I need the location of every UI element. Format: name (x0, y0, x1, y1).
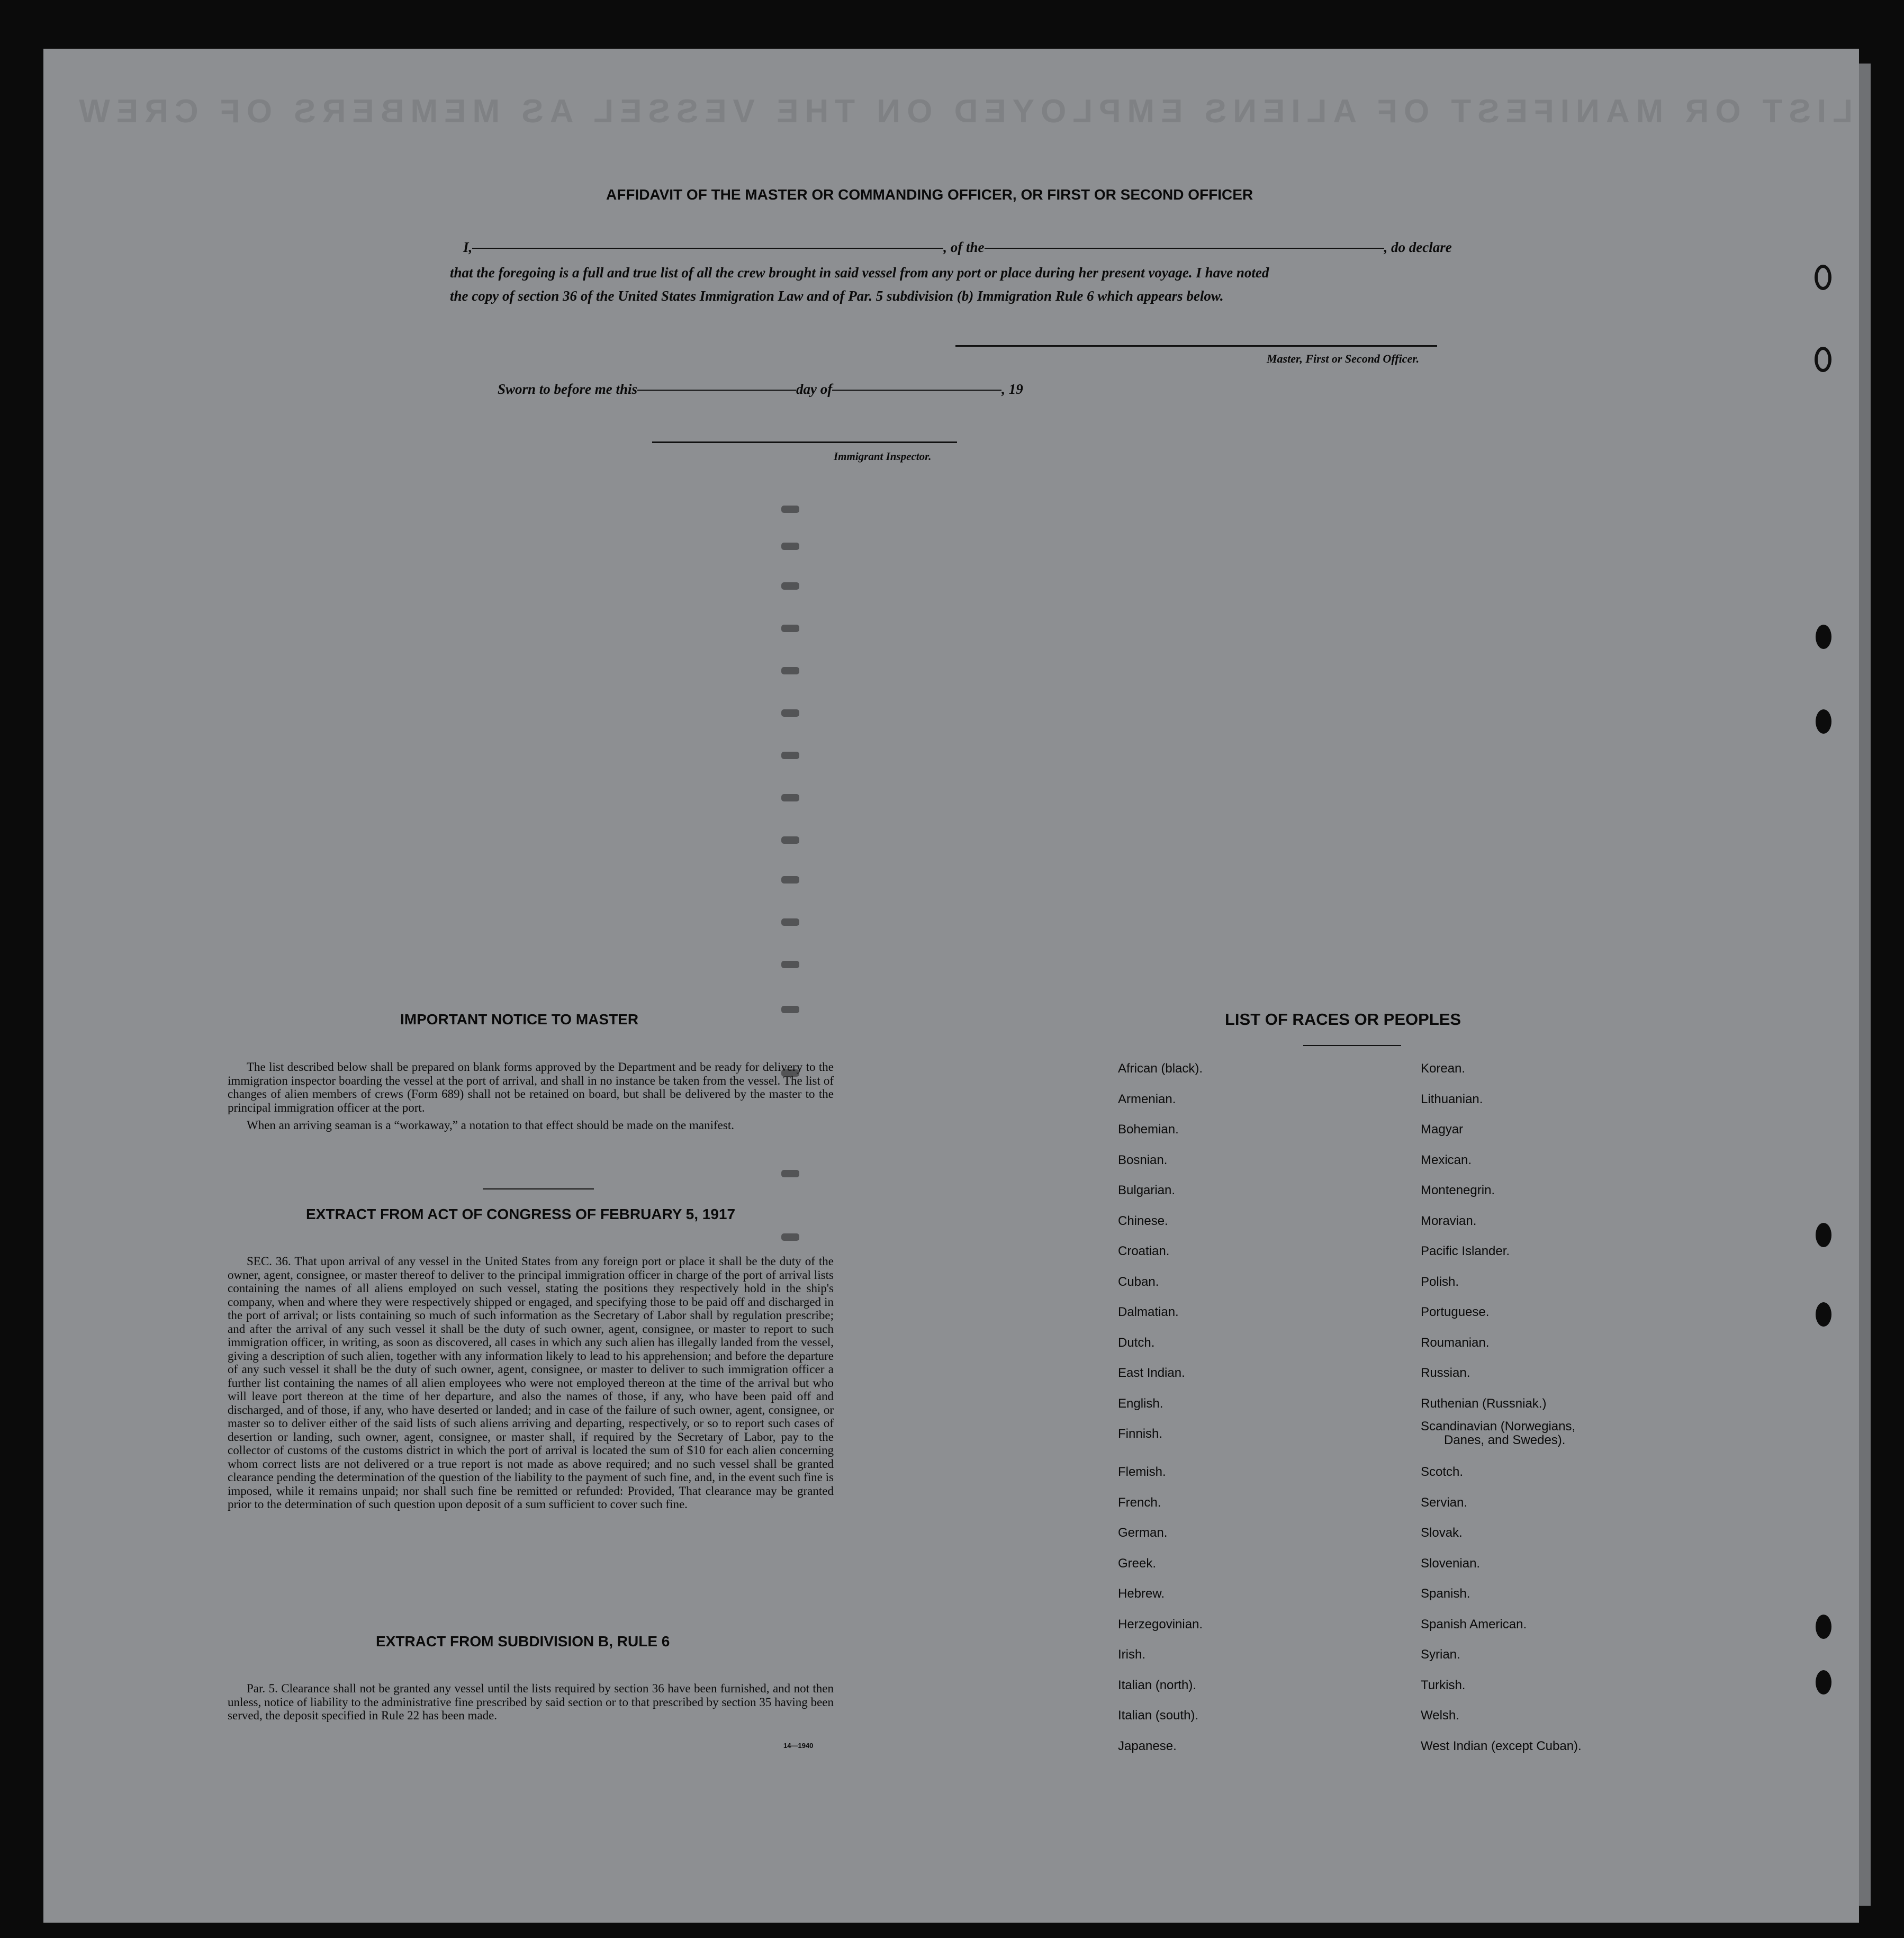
race-item: German. (1118, 1526, 1168, 1540)
race-item: Lithuanian. (1421, 1092, 1483, 1106)
divider (483, 1188, 594, 1189)
race-item: Slovak. (1421, 1526, 1463, 1540)
race-item: Spanish. (1421, 1587, 1470, 1601)
race-item: Dalmatian. (1118, 1305, 1179, 1319)
race-item: Croatian. (1118, 1244, 1170, 1258)
race-item: Italian (south). (1118, 1708, 1199, 1723)
binder-hole (1816, 1615, 1831, 1639)
rule-extract-body (228, 1682, 834, 1723)
vessel-name-field[interactable] (985, 248, 1384, 249)
binder-hole (1816, 709, 1831, 734)
race-item: Scandinavian (Norwegians, Danes, and Swedes). (1421, 1419, 1576, 1447)
race-item: Turkish. (1421, 1678, 1466, 1692)
race-item: Hebrew. (1118, 1587, 1165, 1601)
race-item: Moravian. (1421, 1213, 1477, 1228)
race-item: Greek. (1118, 1556, 1157, 1571)
race-item: French. (1118, 1495, 1161, 1510)
affidavit-of-the: , of the (943, 239, 985, 255)
races-title: LIST OF RACES OR PEOPLES (1225, 1010, 1461, 1029)
rule-extract-title: EXTRACT FROM SUBDIVISION B, RULE 6 (376, 1633, 670, 1649)
race-item: Spanish American. (1421, 1617, 1527, 1631)
race-item: Bohemian. (1118, 1122, 1179, 1137)
race-item: Ruthenian (Russniak.) (1421, 1396, 1547, 1411)
binder-hole (1816, 625, 1831, 649)
notice-paragraph-1: The list described below shall be prepared on blank forms approved by the Department and be ready for delivery to the immigration inspector boarding the vessel at the port of arrival, and shall in no instance be taken from the vessel. The list of changes of alien members of crews (Form 689) shall not be retained on board, but shall be delivered by the master to the principal immigration officer at the port. (228, 1060, 834, 1114)
race-item: Roumanian. (1421, 1335, 1490, 1350)
inspector-signature-line[interactable] (652, 441, 957, 443)
master-name-field[interactable] (472, 248, 943, 249)
bleed-through-title: LIST OR MANIFEST OF ALIENS EMPLOYED ON THE VESSEL AS MEMBERS OF CREW (73, 93, 1853, 130)
race-item: Russian. (1421, 1366, 1470, 1380)
race-item: Dutch. (1118, 1335, 1155, 1350)
race-item: Servian. (1421, 1495, 1468, 1510)
binder-hole (1816, 1302, 1831, 1327)
affidavit-line-3: the copy of section 36 of the United States Immigration Law and of Par. 5 subdivision (b) Immigration Rule 6 which appears below. (450, 288, 1224, 304)
notice-title: IMPORTANT NOTICE TO MASTER (400, 1011, 639, 1027)
race-item: Korean. (1421, 1061, 1466, 1076)
race-item: Polish. (1421, 1274, 1459, 1289)
race-item: Japanese. (1118, 1738, 1177, 1753)
sworn-day-field[interactable] (637, 390, 796, 391)
sworn-month-field[interactable] (832, 390, 1001, 391)
form-code: 14—1940 (783, 1742, 814, 1750)
affidavit-line-2: that the foregoing is a full and true list of all the crew brought in said vessel from any port or place during her present voyage. I have noted (450, 265, 1269, 281)
race-item: Syrian. (1421, 1647, 1460, 1662)
race-item: Herzegovinian. (1118, 1617, 1203, 1631)
act-extract-body (228, 1255, 834, 1511)
race-item: African (black). (1118, 1061, 1203, 1076)
race-item: East Indian. (1118, 1366, 1185, 1380)
race-item: Portuguese. (1421, 1305, 1490, 1319)
binder-hole (1816, 1223, 1831, 1247)
race-item: Montenegrin. (1421, 1183, 1495, 1197)
race-item: Bulgarian. (1118, 1183, 1176, 1197)
sworn-year: , 19 (1001, 381, 1023, 397)
affidavit-title: AFFIDAVIT OF THE MASTER OR COMMANDING OFFICER, OR FIRST OR SECOND OFFICER (606, 186, 1253, 203)
race-item: Mexican. (1421, 1152, 1472, 1167)
race-item: Scotch. (1421, 1465, 1464, 1479)
notice-body (228, 1060, 834, 1132)
inspector-label: Immigrant Inspector. (834, 450, 932, 463)
race-item: Cuban. (1118, 1274, 1159, 1289)
race-item: Welsh. (1421, 1708, 1459, 1723)
manifest-page (43, 49, 1859, 1923)
race-item: Magyar (1421, 1122, 1464, 1137)
race-item: Chinese. (1118, 1213, 1168, 1228)
race-item: Bosnian. (1118, 1152, 1168, 1167)
race-item: Flemish. (1118, 1465, 1166, 1479)
race-item: West Indian (except Cuban). (1421, 1738, 1582, 1753)
binder-hole (1816, 1670, 1831, 1694)
page-edge (1859, 64, 1871, 1906)
binder-hole (1815, 265, 1831, 290)
signature-line[interactable] (955, 345, 1437, 347)
affidavit-i: I, (463, 239, 473, 255)
act-extract-title: EXTRACT FROM ACT OF CONGRESS OF FEBRUARY 5, 1917 (306, 1206, 736, 1222)
rule-paragraph: Par. 5. Clearance shall not be granted any vessel until the lists required by section 36 have been furnished, and not then unless, notice of liability to the administrative fine prescribed by said section or to that prescribed by section 35 having been served, the deposit specified in Rule 22 has been made. (228, 1682, 834, 1722)
race-item: Irish. (1118, 1647, 1146, 1662)
race-item: Slovenian. (1421, 1556, 1481, 1571)
race-item: Italian (north). (1118, 1678, 1197, 1692)
sworn-day-of: day of (796, 381, 833, 397)
sworn-line (498, 381, 1023, 398)
act-section-36: SEC. 36. That upon arrival of any vessel in the United States from any foreign port or place it shall be the duty of the owner, agent, consignee, or master thereof to deliver to the principal immigration officer in charge of the port of arrival lists containing the names of all aliens employed on such vessel, stating the positions they respectively hold in the ship's company, when and where they were respectively shipped or engaged, and specifying those to be paid off and discharged in the port of arrival; or lists containing so much of such information as the Secretary of Labor shall by regulation prescribe; and after the arrival of any such vessel it shall be the duty of such owner, agent, consignee, or master to report to such immigration officer, in writing, as soon as discovered, all cases in which any such alien has illegally landed from the vessel, giving a description of such alien, together with any information likely to lead to his apprehension; and before the departure of any such vessel it shall be the duty of such owner, agent, consignee, or master to deliver to such immigration officer a further list containing the names of all alien employees who were not employed thereon at the time of the arrival but who will leave port thereon at the time of her departure, and also the names of those, if any, who have been paid off and discharged, and of those, if any, who have deserted or landed; and in case of the failure of such owner, agent, consignee, or master so to deliver either of the said lists of such aliens arriving and departing, respectively, or so to report such cases of desertion or landing, such owner, agent, consignee, or master shall, if required by the Secretary of Labor, pay to the collector of customs of the customs district in which the port of arrival is located the sum of $10 for each alien concerning whom correct lists are not delivered or a true report is not made as above required; and no such vessel shall be granted clearance pending the determination of the question of the liability to the payment of such fine, and, in the event such fine is imposed, while it remains unpaid; nor shall such fine be remitted or refunded: Provided, That clearance may be granted prior to the determination of such question upon deposit of a sum sufficient to cover such fine. (228, 1255, 834, 1511)
race-item: Pacific Islander. (1421, 1244, 1510, 1258)
race-item: English. (1118, 1396, 1163, 1411)
race-item: Armenian. (1118, 1092, 1176, 1106)
notice-paragraph-2: When an arriving seaman is a “workaway,” a notation to that effect should be made on the manifest. (247, 1119, 734, 1132)
signature-label: Master, First or Second Officer. (1267, 352, 1420, 365)
divider (1303, 1045, 1401, 1046)
binder-hole (1815, 347, 1831, 372)
affidavit-do-declare: , do declare (1384, 239, 1452, 255)
race-item: Finnish. (1118, 1427, 1163, 1441)
sworn-prefix: Sworn to before me this (498, 381, 638, 397)
affidavit-line-1 (463, 239, 1452, 256)
